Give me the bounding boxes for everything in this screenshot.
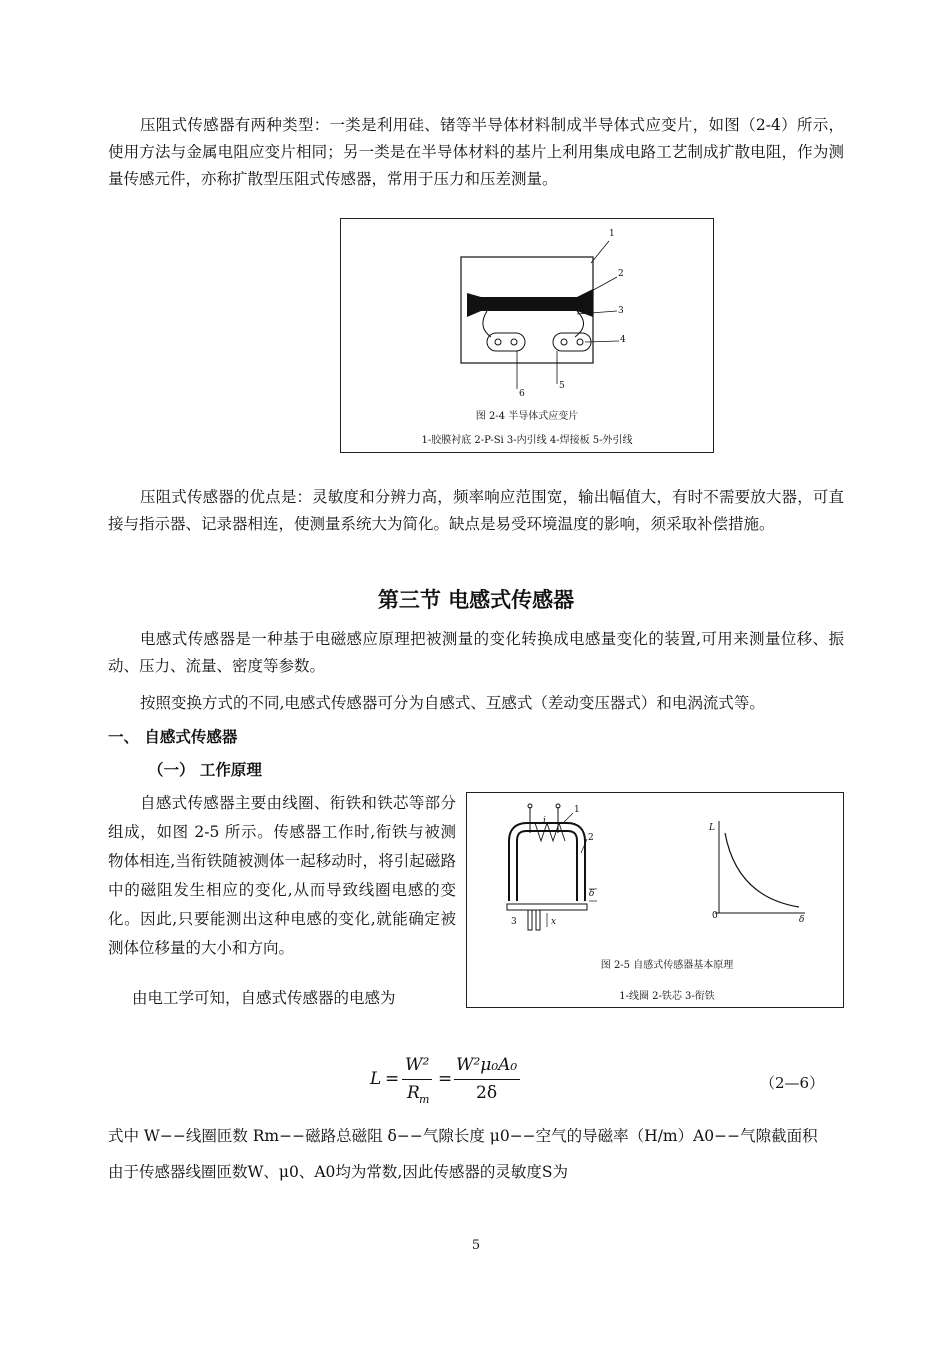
label-6: 6 [519,389,525,399]
label-delta: δ [589,889,595,899]
heading-self-inductance: 一、 自感式传感器 [108,727,238,746]
section-title: 第三节 电感式传感器 [377,587,575,612]
paragraph-symbol-definitions: 式中 W−−线圈匝数 Rm−−磁路总磁阻 δ−−气隙长度 μ0−−空气的导磁率（H/m）A0−−气隙截面积 [108,1127,818,1145]
label-x: x [551,917,557,927]
paragraph-advantages: 压阻式传感器的优点是：灵敏度和分辨力高，频率响应范围宽，输出幅值大，有时不需要放大器，可直接与指示器、记录器相连，使测量系统大为简化。缺点是易受环境温度的影响，须采取补偿措施。 [108,488,844,533]
axis-label-delta: δ [799,915,805,925]
label-2: 2 [618,269,624,279]
axis-label-l: L [709,823,715,833]
label-1: 1 [609,229,615,239]
eq-l: L [370,1069,382,1089]
paragraph-sensitivity-intro: 由于传感器线圈匝数W、μ0、A0均为常数,因此传感器的灵敏度S为 [108,1163,568,1181]
figure-2-5-legend: 1-线圈 2-铁芯 3-衔铁 [619,991,715,1002]
paragraph-inductive-intro: 电感式传感器是一种基于电磁感应原理把被测量的变化转换成电感量变化的装置,可用来测量位移、振动、压力、流量、密度等参数。 [108,630,844,675]
eq-denominator-2: 2δ [476,1083,498,1103]
paragraph-piezoresistive-types: 压阻式传感器有两种类型：一类是利用硅、锗等半导体材料制成半导体式应变片，如图（2-4）所示，使用方法与金属电阻应变片相同；另一类是在半导体材料的基片上利用集成电路工艺制成扩散电阻，作为测量传感元件，亦称扩散型压阻式传感器，常用于压力和压差测量。 [108,116,844,188]
equation-number: （2—6） [760,1074,825,1092]
paragraph-inductance-intro: 由电工学可知，自感式传感器的电感为 [132,989,396,1007]
eq-numerator-2: W²μ₀A₀ [456,1055,518,1075]
inductive-sensor-drawing [467,793,843,943]
figure-2-4-caption: 图 2-4 半导体式应变片 [475,411,579,422]
figure-2-5-caption: 图 2-5 自感式传感器基本原理 [600,960,734,971]
figure-2-5 [466,792,844,1008]
label-i: i [543,816,546,826]
semiconductor-strain-gauge-drawing [341,219,713,409]
label-4: 4 [620,335,626,345]
label-2: 2 [588,833,594,843]
label-3: 3 [511,917,517,927]
paragraph-working-principle: 自感式传感器主要由线圈、衔铁和铁芯等部分组成，如图 2-5 所示。传感器工作时,衔铁与被测物体相连,当衔铁随被测体一起移动时，将引起磁路中的磁阻发生相应的变化,从而导致线圈电感的变化。因此,只要能测出这种电感的变化,就能确定被测体位移量的大小和方向。 [108,794,456,957]
label-1: 1 [574,805,580,815]
eq-sign-1: = [385,1069,400,1089]
eq-denominator-1: R [407,1083,420,1103]
label-3: 3 [618,306,624,316]
figure-2-4 [340,218,714,453]
paragraph-classification: 按照变换方式的不同,电感式传感器可分为自感式、互感式（差动变压器式）和电涡流式等。 [140,694,765,712]
eq-sign-2: = [438,1069,453,1089]
figure-2-4-legend: 1-胶膜衬底 2-P-Si 3-内引线 4-焊接板 5-外引线 [421,435,633,446]
page-number: 5 [471,1238,481,1253]
axis-origin: 0 [712,911,718,921]
heading-working-principle: （一） 工作原理 [148,760,262,779]
eq-numerator-1: W² [405,1055,430,1075]
eq-denominator-1-sub: m [419,1093,430,1106]
label-5: 5 [559,381,565,391]
